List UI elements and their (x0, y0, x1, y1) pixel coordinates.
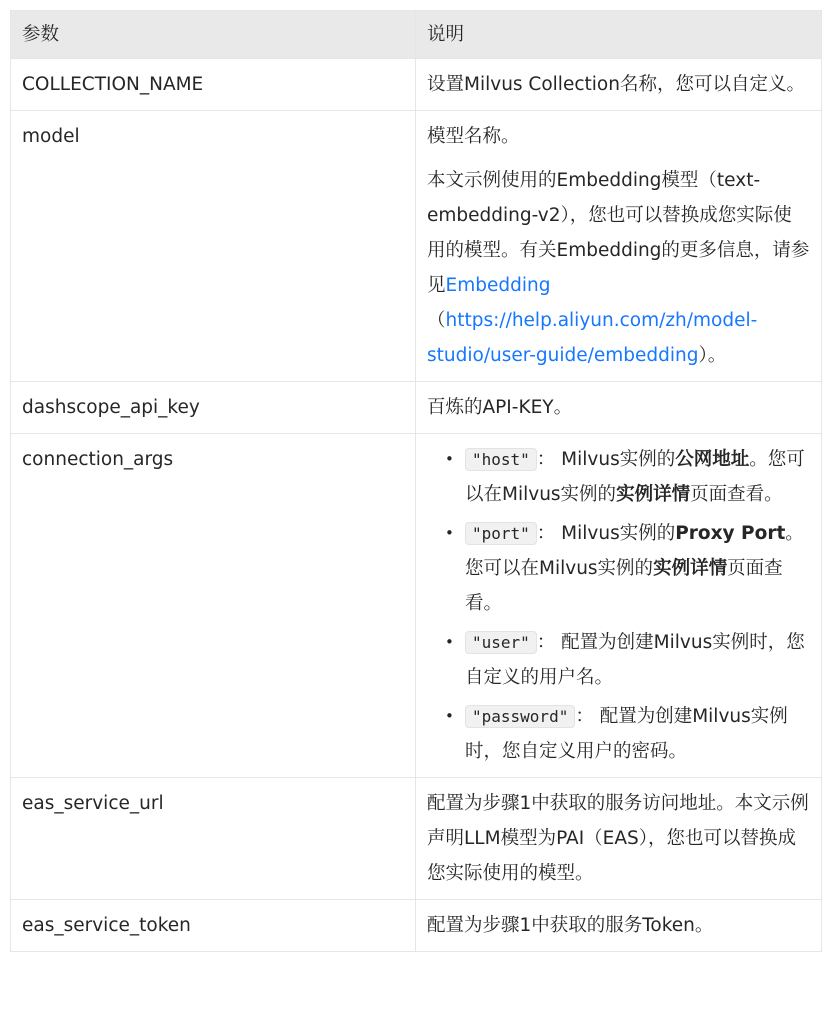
model-desc-text: 本文示例使用的Embedding模型（text-embedding-v2），您也可以替换成您实际使用的模型。有关Embedding的更多信息，请参见 (427, 170, 810, 296)
table-row (11, 59, 822, 111)
port-text-2: 。您可以在Milvus实例的 (465, 523, 804, 579)
port-text-1: ： Milvus实例的 (536, 523, 676, 544)
embedding-url-link[interactable]: https://help.aliyun.com/zh/model-studio/user-guide/embedding (427, 310, 758, 366)
table-row (11, 111, 822, 382)
table-row (11, 434, 822, 778)
host-text-2: 。您可以在Milvus实例的 (465, 449, 805, 505)
param-name: model (11, 111, 416, 382)
param-description: 百炼的API-KEY。 (416, 382, 822, 434)
port-bold-2: 实例详情 (653, 558, 728, 579)
port-bold-1: Proxy Port (675, 523, 786, 544)
embedding-link[interactable]: Embedding (445, 275, 551, 296)
model-desc-detail (427, 163, 810, 373)
user-text-1: ： 配置为创建Milvus实例时，您自定义的用户名。 (465, 632, 805, 688)
code-host: "host" (465, 448, 537, 471)
code-port: "port" (465, 522, 537, 545)
param-description: 配置为步骤1中获取的服务访问地址。本文示例声明LLM模型为PAI（EAS），您也可以替换成您实际使用的模型。 (416, 778, 822, 900)
host-text-1: ： Milvus实例的 (536, 449, 676, 470)
list-item-port (465, 516, 810, 621)
list-item-host (465, 442, 810, 512)
connection-args-list (427, 442, 810, 769)
list-item-user (465, 625, 810, 695)
code-password: "password" (465, 705, 575, 728)
password-text-1: ： 配置为创建Milvus实例时，您自定义用户的密码。 (465, 706, 788, 762)
host-text-3: 页面查看。 (690, 484, 783, 505)
paren-open: （ (427, 310, 446, 331)
table-row (11, 900, 822, 952)
param-description: 配置为步骤1中获取的服务Token。 (416, 900, 822, 952)
list-item-password (465, 699, 810, 769)
port-text-3: 页面查看。 (465, 558, 783, 614)
host-bold-2: 实例详情 (616, 484, 691, 505)
code-user: "user" (465, 631, 537, 654)
param-name: COLLECTION_NAME (11, 59, 416, 111)
header-description: 说明 (416, 11, 822, 59)
param-description: 设置Milvus Collection名称，您可以自定义。 (416, 59, 822, 111)
param-name: connection_args (11, 434, 416, 778)
param-name: eas_service_url (11, 778, 416, 900)
host-bold-1: 公网地址 (675, 449, 750, 470)
table-row (11, 382, 822, 434)
table-header-row (11, 11, 822, 59)
param-name: dashscope_api_key (11, 382, 416, 434)
header-param: 参数 (11, 11, 416, 59)
param-name: eas_service_token (11, 900, 416, 952)
parameter-table (10, 10, 822, 952)
param-description (416, 111, 822, 382)
param-description (416, 434, 822, 778)
model-desc-line: 模型名称。 (427, 126, 520, 147)
paren-close: ）。 (698, 345, 727, 366)
table-row (11, 778, 822, 900)
